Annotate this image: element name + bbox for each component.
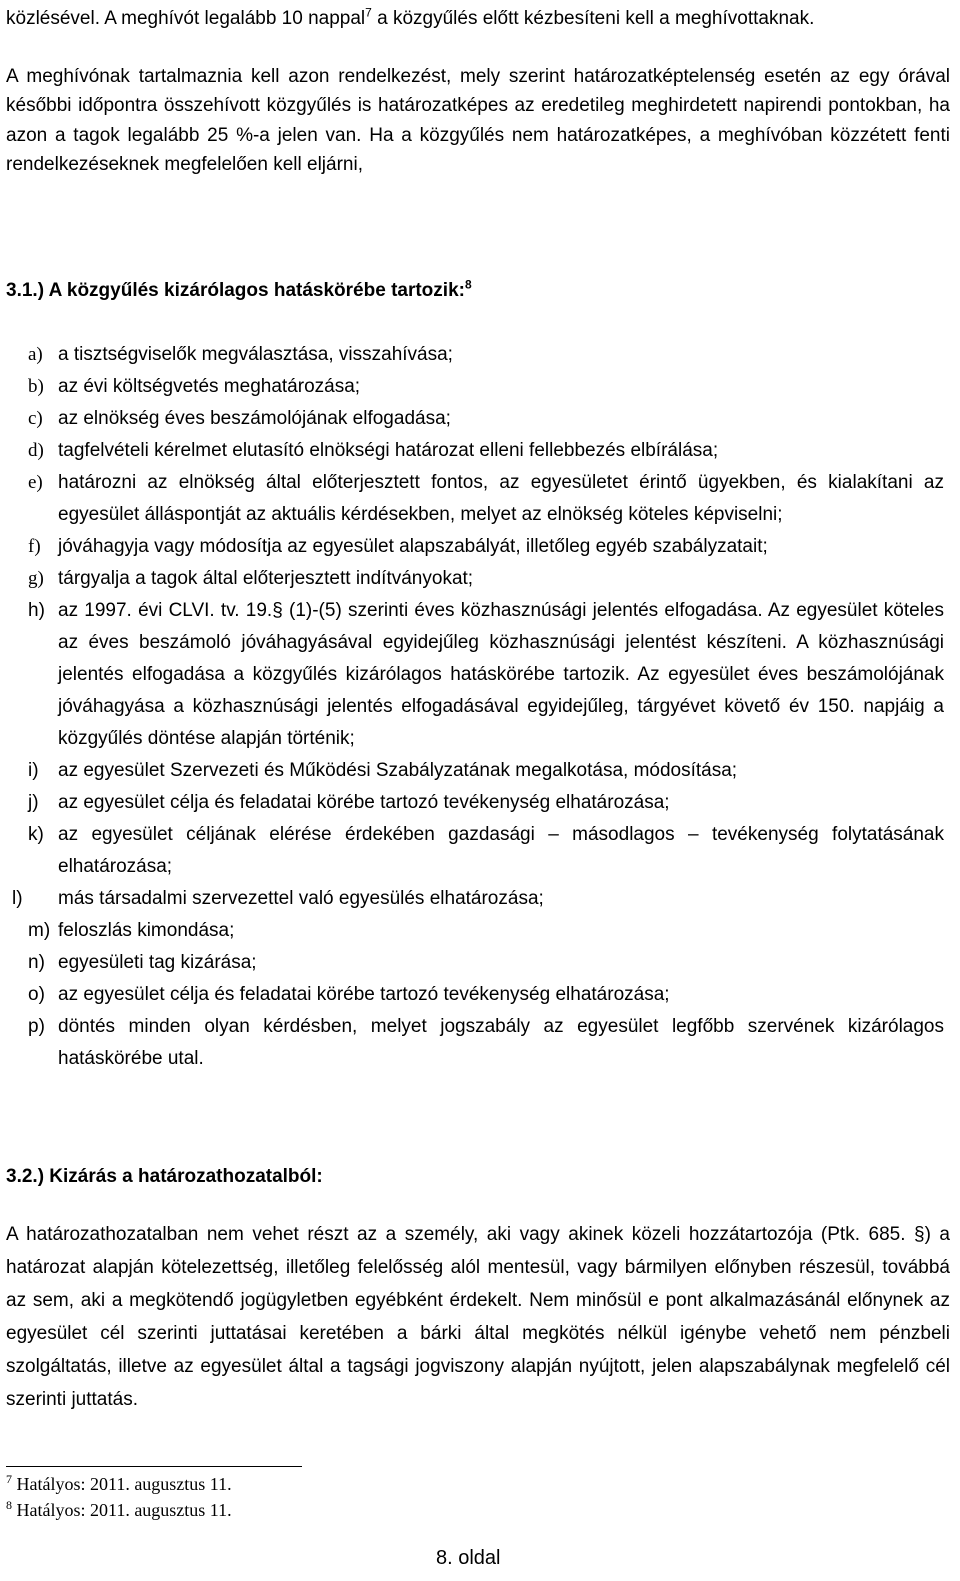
list-item [6,403,950,435]
list-item [6,979,950,1011]
list-item-marker: h) [28,600,45,621]
list-item [6,435,950,467]
list-item [6,563,950,595]
list-item [6,755,950,787]
list-item-text: az egyesület céljának elérése érdekében gazdasági – másodlagos – tevékenység folytatásának elhatározása; [58,824,944,877]
list-item [6,819,950,883]
list-item-marker: e) [28,472,43,493]
list-item-marker: g) [28,568,44,589]
page-number: 8. oldal [436,1547,501,1569]
footnote-ref-8[interactable]: 8 [464,277,472,292]
list-item-text: az elnökség éves beszámolójának elfogadása; [58,408,451,429]
list-item-marker: i) [28,760,39,781]
list-item [6,787,950,819]
section-heading-3-1-text: 3.1.) A közgyűlés kizárólagos hatáskörébe tartozik: [6,280,465,301]
list-item [6,947,950,979]
list-item-text: határozni az elnökség által előterjesztett fontos, az egyesületet érintő ügyekben, és kialakítani az egyesület álláspontját az aktuális kérdésekben, melyet az elnökség köteles képviselni; [58,472,944,525]
section-heading-3-1 [6,276,950,305]
list-item-text: az évi költségvetés meghatározása; [58,376,361,397]
intro-text-end: a közgyűlés előtt kézbesíteni kell a meghívottaknak. [371,8,815,29]
list-item-text: jóváhagyja vagy módosítja az egyesület alapszabályát, illetőleg egyéb szabályzatait; [58,536,768,557]
list-item [6,915,950,947]
list-item-marker: d) [28,440,44,461]
list-item [6,1011,950,1075]
list-item [6,531,950,563]
list-item-text: egyesületi tag kizárása; [58,952,257,973]
list-item-text: döntés minden olyan kérdésben, melyet jogszabály az egyesület legfőbb szervének kizárólagos hatáskörébe utal. [58,1016,944,1069]
list-item [6,883,950,915]
list-item-marker: o) [28,984,45,1005]
footnote-7 [6,1474,232,1496]
footnote-8 [6,1500,232,1522]
list-item-marker: c) [28,408,43,429]
list-item [6,339,950,371]
list-item-marker: l) [12,888,23,909]
section-heading-3-2: 3.2.) Kizárás a határozathozatalból: [6,1166,323,1187]
exclusion-paragraph: A határozathozatalban nem vehet részt az a személy, aki vagy akinek közeli hozzátartozója (Ptk. 685. §) a határozat alapján kötelezettség, illetőleg felelősség alól mentesül, vagy bármilyen előnyben részesül, továbbá az sem, aki a megkötendő jogügyletben egyébként érdekelt. Nem minősül e pont alkalmazásánál előnynek az egyesület cél szerinti juttatásai keretében a bárki által megkötés nélkül igénybe vehető nem pénzbeli szolgáltatás, illetve az egyesület által a tagsági jogviszony alapján nyújtott, jelen alapszabálynak megfelelő cél szerinti juttatás. [6,1224,950,1410]
footnote-divider [6,1466,302,1467]
list-item-text: tárgyalja a tagok által előterjesztett indítványokat; [58,568,474,589]
list-item-marker: f) [28,536,41,557]
list-item-text: feloszlás kimondása; [58,920,235,941]
list-item [6,467,950,531]
intro-text-start: közlésével. A meghívót legalább 10 nappal [6,8,366,29]
footnote-text: Hatályos: 2011. augusztus 11. [16,1500,232,1520]
list-item-text: más társadalmi szervezettel való egyesülés elhatározása; [58,888,544,909]
footnote-number: 8 [6,1498,12,1512]
list-item-marker: n) [28,952,45,973]
competence-list [6,339,950,1075]
list-item-marker: a) [28,344,43,365]
intro-paragraph-1 [6,4,950,33]
intro-paragraph-2: A meghívónak tartalmaznia kell azon rendelkezést, mely szerint határozatképtelenség esetén az egy órával későbbi időpontra összehívott közgyűlés is határozatképes az eredetileg meghirdetett napirendi pontokban, ha azon a tagok legalább 25 %-a jelen van. Ha a közgyűlés nem határozatképes, a meghívóban közzétett fenti rendelkezéseknek megfelelően kell eljárni, [6,66,950,176]
list-item-text: az egyesület célja és feladatai körébe tartozó tevékenység elhatározása; [58,984,670,1005]
footnote-text: Hatályos: 2011. augusztus 11. [16,1474,232,1494]
list-item-text: az egyesület Szervezeti és Működési Szabályzatának megalkotása, módosítása; [58,760,738,781]
list-item-marker: j) [28,792,39,813]
list-item-marker: b) [28,376,44,397]
list-item-marker: k) [28,824,44,845]
list-item-marker: m) [28,920,51,941]
list-item-text: a tisztségviselők megválasztása, visszahívása; [58,344,453,365]
list-item [6,595,950,755]
list-item [6,371,950,403]
list-item-marker: p) [28,1016,45,1037]
list-item-text: az egyesület célja és feladatai körébe tartozó tevékenység elhatározása; [58,792,670,813]
footnote-number: 7 [6,1472,12,1486]
footnote-ref-7[interactable]: 7 [365,5,372,20]
list-item-text: tagfelvételi kérelmet elutasító elnökségi határozat elleni fellebbezés elbírálása; [58,440,719,461]
list-item-text: az 1997. évi CLVI. tv. 19.§ (1)-(5) szerinti éves közhasznúsági jelentés elfogadása. Az egyesület köteles az éves beszámoló jóváhagyásával egyidejűleg közhasznúsági jelentést készíteni. A közhasznúsági jelentés elfogadása a közgyűlés kizárólagos hatáskörébe tartozik. Az egyesület éves beszámolójának jóváhagyása a közhasznúsági jelentés elfogadásával egyidejűleg, tárgyévet követő év 150. napjáig a közgyűlés döntése alapján történik; [58,600,944,749]
